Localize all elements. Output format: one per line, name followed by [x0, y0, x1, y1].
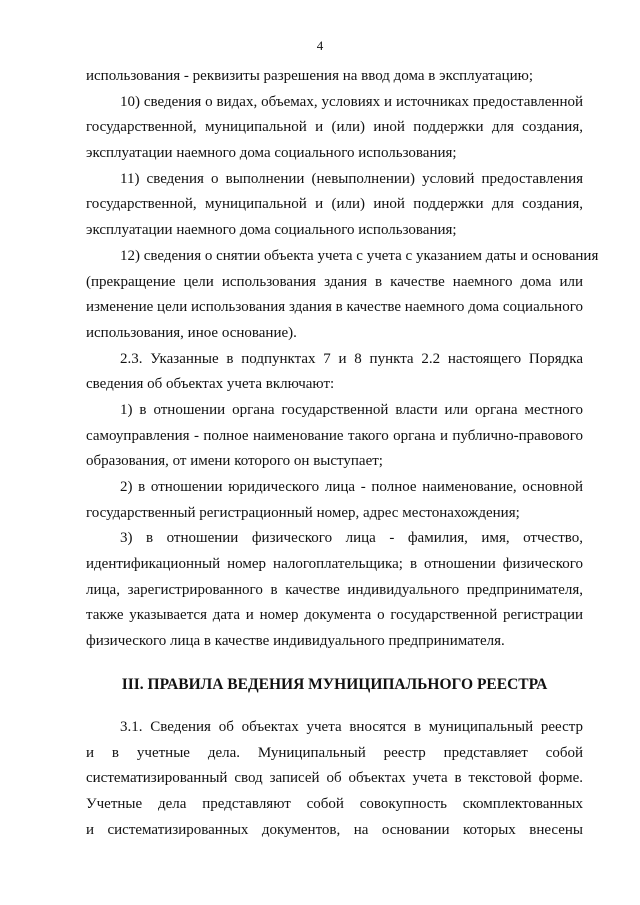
document-body — [86, 64, 599, 843]
text-line: 3.1. Сведения об объектах учета вносятся в муниципальный реестр — [120, 718, 583, 735]
text-line: эксплуатации наемного дома социального использования; — [86, 145, 457, 162]
text-line: 11) сведения о выполнении (невыполнении) условий предоставления — [120, 170, 583, 187]
text-line: использования, иное основание). — [86, 324, 297, 341]
page-number: 4 — [316, 38, 324, 53]
text-line: сведения об объектах учета включают: — [86, 376, 335, 393]
text-line: и систематизированных документов, на основании которых внесены — [86, 821, 583, 838]
text-line: (прекращение цели использования здания в качестве наемного дома или — [86, 273, 583, 290]
text-line: изменение цели использования здания в качестве наемного дома социального — [86, 299, 583, 316]
section-heading: III. ПРАВИЛА ВЕДЕНИЯ МУНИЦИПАЛЬНОГО РЕЕСТРА — [121, 675, 548, 693]
text-line: идентификационный номер налогоплательщика; в отношении физического — [86, 556, 583, 573]
text-line: самоуправления - полное наименование такого органа и публично-правового — [86, 427, 583, 444]
text-line: 3) в отношении физического лица - фамилия, имя, отчество, — [120, 530, 583, 547]
text-line: 12) сведения о снятии объекта учета с учета с указанием даты и основания — [120, 247, 599, 264]
text-line: 2) в отношении юридического лица - полное наименование, основной — [120, 479, 583, 495]
text-line: и в учетные дела. Муниципальный реестр представляет собой — [86, 744, 583, 761]
text-block-after-heading — [86, 715, 583, 843]
text-line: 10) сведения о видах, объемах, условиях и источниках предоставленной — [120, 93, 583, 110]
text-line: государственный регистрационный номер, адрес местонахождения; — [86, 504, 520, 521]
text-line: эксплуатации наемного дома социального использования; — [86, 222, 457, 239]
text-line: систематизированный свод записей об объектах учета в текстовой форме. — [86, 770, 583, 787]
text-line: 1) в отношении органа государственной власти или органа местного — [120, 401, 583, 418]
text-block-before-heading — [86, 64, 599, 655]
text-line: физического лица в качестве индивидуального предпринимателя. — [86, 633, 505, 650]
text-line: государственной, муниципальной и (или) иной поддержки для создания, — [86, 196, 583, 213]
text-line: 2.3. Указанные в подпунктах 7 и 8 пункта 2.2 настоящего Порядка — [120, 350, 583, 367]
text-line: также указывается дата и номер документа о государственной регистрации — [86, 607, 583, 624]
text-line: государственной, муниципальной и (или) иной поддержки для создания, — [86, 119, 583, 136]
text-line: образования, от имени которого он выступает; — [86, 453, 383, 470]
text-line: лица, зарегистрированного в качестве индивидуального предпринимателя, — [86, 581, 583, 598]
text-line: Учетные дела представляют собой совокупность скомплектованных — [86, 795, 583, 812]
text-line: использования - реквизиты разрешения на ввод дома в эксплуатацию; — [86, 68, 534, 84]
